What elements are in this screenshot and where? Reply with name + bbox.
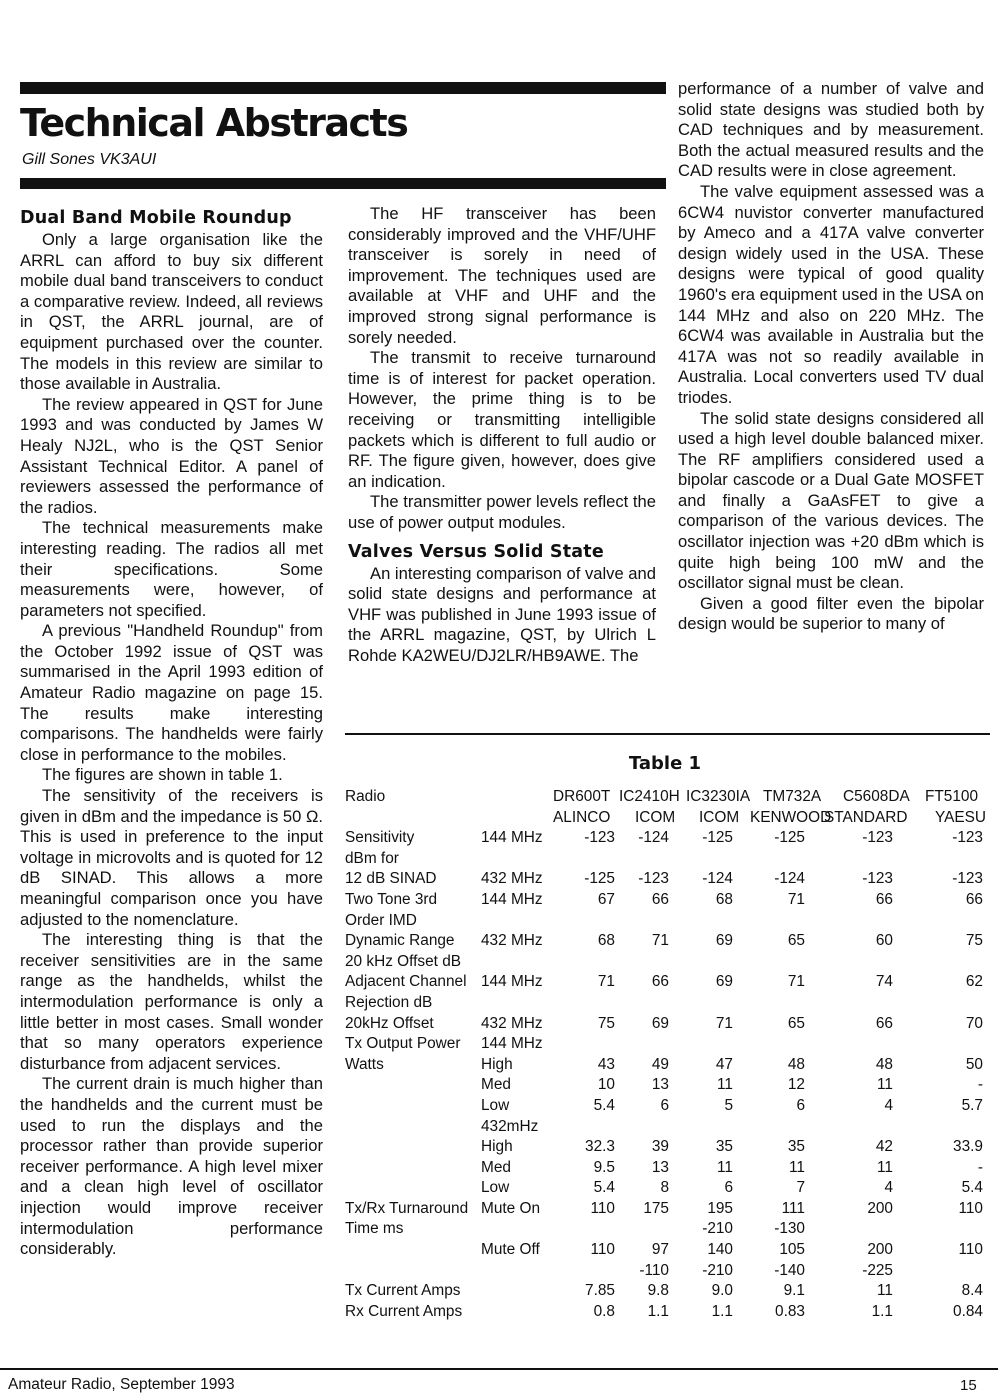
model-name: IC3230IA: [686, 788, 751, 805]
paragraph: The HF transceiver has been considerably improved and the VHF/UHF transceiver is sorely in need of improvement. The techniques used are available at VHF and UHF and the improved strong signal performance is sorely needed.: [348, 204, 656, 347]
table-cell: 71: [787, 973, 805, 991]
row-condition: 432 MHz: [481, 870, 543, 888]
table-cell: 68: [715, 890, 733, 908]
table-cell: -225: [862, 1261, 893, 1279]
table-row: [345, 828, 993, 849]
table-cell: -140: [774, 1261, 805, 1279]
table-cell: -124: [638, 829, 669, 847]
table-cell: -123: [862, 829, 893, 847]
table-cell: 13: [651, 1158, 669, 1176]
row-condition: Mute Off: [481, 1241, 540, 1259]
page-title: Technical Abstracts: [20, 101, 408, 145]
paragraph: The transmit to receive turnaround time is of interest for packet operation. However, the prime thing is to be receiving or transmitting intelligible packets which is different to full audio or RF. The figure given, however, does give an indication.: [348, 348, 656, 491]
table-cell: 5.7: [961, 1096, 983, 1114]
table-cell: 62: [965, 973, 983, 991]
paragraph: The valve equipment assessed was a 6CW4 nuvistor converter manufactured by Ameco and a 417A valve converter design widely used in the USA. These designs were typical of good quality 1960's era equipment used in the USA on 144 MHz and also on 220 MHz. The 6CW4 was available in Australia but the 417A was not so readily available in Australia. Local converters used TV dual triodes.: [678, 181, 984, 407]
table-cell: 69: [651, 1014, 669, 1032]
table-cell: 65: [787, 1014, 805, 1032]
section-heading-dual-band: Dual Band Mobile Roundup: [20, 208, 292, 228]
table-row: [345, 1055, 993, 1076]
model-maker: YAESU: [935, 808, 987, 826]
row-condition: 144 MHz: [481, 1035, 543, 1053]
paragraph: The figures are shown in table 1.: [42, 765, 283, 785]
table-cell: -125: [774, 829, 805, 847]
table-cell: 71: [715, 1014, 733, 1032]
table-cell: 1.1: [647, 1302, 669, 1320]
paragraph: The solid state designs considered all used a high level double balanced mixer. The RF amplifiers considered used a bipolar cascode or a Dual Gate MOSFET and finally a GaAsFET to give a comparison of the various devices. The oscillator injection was +20 dBm which is quite high being 100 mW and the oscillator signal must be clean.: [678, 408, 984, 593]
row-condition: 144 MHz: [481, 973, 543, 991]
title-rule-bottom: [20, 178, 666, 189]
table-row: [345, 1096, 993, 1117]
row-condition: High: [481, 1055, 513, 1073]
table-cell: 65: [787, 932, 805, 950]
table-cell: 66: [965, 890, 983, 908]
table-cell: 1.1: [871, 1302, 893, 1320]
row-label: Time ms: [345, 1220, 404, 1238]
table-cell: 71: [787, 890, 805, 908]
footer-rule: [0, 1368, 998, 1370]
table-cell: 110: [958, 1241, 983, 1259]
table-row: [345, 1261, 993, 1282]
table-cell: 9.1: [783, 1282, 805, 1300]
paragraph: An interesting comparison of valve and solid state designs and performance at VHF was published in June 1993 issue of the ARRL magazine, QST, by Ulrich L Rohde KA2WEU/DJ2LR/HB9AWE. The: [348, 563, 656, 665]
table-cell: 35: [715, 1138, 733, 1156]
paragraph: The review appeared in QST for June 1993 and was conducted by James W Healy NJ2L, who is the QST Senior Assistant Technical Editor. A panel of reviewers assessed the performance of the radios.: [20, 394, 323, 517]
table-cell: -210: [702, 1261, 733, 1279]
table-cell: 175: [643, 1199, 669, 1217]
table-cell: 6: [796, 1096, 805, 1114]
table-cell: -: [977, 1158, 983, 1176]
table-cell: 5.4: [593, 1179, 615, 1197]
table-cell: 7: [796, 1179, 805, 1197]
table-cell: -110: [639, 1261, 669, 1279]
table-cell: 200: [867, 1199, 893, 1217]
table-cell: 11: [717, 1158, 733, 1176]
table-cell: -130: [774, 1220, 805, 1238]
table-cell: 66: [651, 973, 669, 991]
table-cell: 110: [590, 1241, 615, 1259]
table-cell: 47: [715, 1055, 733, 1073]
article-column-2: [348, 204, 656, 666]
table-cell: -125: [702, 829, 733, 847]
table-cell: 200: [867, 1241, 893, 1259]
row-condition: Low: [481, 1096, 510, 1114]
paragraph-continued: performance of a number of valve and solid state designs was studied both by CAD techniques and by measurement. Both the actual measured results and the CAD results were in close agreement.: [678, 79, 984, 181]
paragraph: The interesting thing is that the receiver sensitivities are in the same range as the handhelds, whilst the intermodulation performance is only a little better in most cases. Small wonder that so many operators experience disturbance from adjacent services.: [20, 930, 323, 1073]
article-column-3: [678, 79, 984, 635]
title-rule-top: [20, 82, 666, 94]
model-maker: ICOM: [635, 808, 676, 826]
table-cell: 49: [651, 1055, 669, 1073]
model-name: FT5100: [925, 788, 979, 805]
table-cell: 69: [715, 973, 733, 991]
table-cell: -: [977, 1076, 983, 1094]
table-cell: 70: [965, 1014, 983, 1032]
table-cell: 75: [597, 1014, 615, 1032]
table-row: [345, 1199, 993, 1220]
table-cell: 7.85: [585, 1282, 615, 1300]
paragraph: Only a large organisation like the ARRL can afford to buy six different mobile dual band transceivers to conduct a comparative review. Indeed, all reviews in QST, the ARRL journal, are of equipment purchased over the counter. The models in this review are similar to those available in Australia.: [20, 230, 323, 394]
table-row: [345, 972, 993, 993]
row-label: Watts: [345, 1055, 384, 1073]
table-row: [345, 952, 993, 973]
model-name: TM732A: [763, 788, 822, 805]
table-row: [345, 1240, 993, 1261]
table-cell: 11: [789, 1158, 805, 1176]
table-cell: 140: [707, 1241, 733, 1259]
row-label: Tx Current Amps: [345, 1282, 461, 1300]
table-row: [345, 1034, 993, 1055]
table-cell: 10: [597, 1076, 615, 1094]
table-cell: -125: [584, 870, 615, 888]
table-cell: 11: [877, 1158, 893, 1176]
table-cell: 42: [875, 1138, 893, 1156]
table-cell: 5.4: [593, 1096, 615, 1114]
model-maker: ICOM: [699, 808, 740, 826]
row-condition: Mute On: [481, 1199, 541, 1217]
table-cell: 39: [651, 1138, 669, 1156]
table-header: [345, 787, 993, 828]
row-label: Two Tone 3rd: [345, 890, 438, 908]
table-cell: 4: [884, 1179, 893, 1197]
table-cell: -123: [952, 829, 983, 847]
row-condition: 432mHz: [481, 1117, 539, 1135]
table-row: [345, 1219, 993, 1240]
page-number: 15: [960, 1377, 977, 1394]
table-cell: 33.9: [953, 1138, 983, 1156]
table-row-label-header: Radio: [345, 788, 386, 805]
table-row: [345, 1302, 993, 1323]
paragraph: Given a good filter even the bipolar design would be superior to many of: [678, 593, 984, 634]
table-cell: 6: [660, 1096, 669, 1114]
article-column-1: [20, 206, 323, 1260]
table-cell: 0.83: [775, 1302, 805, 1320]
table-cell: 75: [965, 932, 983, 950]
table-row: [345, 1014, 993, 1035]
row-label: 20 kHz Offset dB: [345, 952, 462, 970]
table-cell: 97: [651, 1241, 669, 1259]
row-label: Order IMD: [345, 911, 417, 929]
paragraph: The sensitivity of the receivers is given in dBm and the impedance is 50 Ω. This is used in preference to the input voltage in microvolts and is quoted for 12 dB SINAD. This allows a more meaningful comparison once you have adjusted to the nomenclature.: [20, 786, 323, 929]
paragraph: The current drain is much higher than the handhelds and the current must be used to run the displays and the processor rather than provide superior receiver performance. A high level mixer and a clean high level of oscillator injection would improve receiver intermodulation performance considerably.: [20, 1074, 323, 1259]
table-cell: 74: [875, 973, 893, 991]
table-cell: 48: [787, 1055, 805, 1073]
row-condition: Low: [481, 1179, 510, 1197]
section-heading-valves: Valves Versus Solid State: [348, 541, 604, 562]
model-maker: KENWOOD: [750, 808, 832, 826]
row-label: Rejection dB: [345, 993, 433, 1011]
table-cell: 11: [877, 1282, 893, 1300]
row-condition: 432 MHz: [481, 1014, 543, 1032]
table-cell: -124: [774, 870, 805, 888]
table-body: [345, 828, 993, 1322]
table-cell: 66: [875, 1014, 893, 1032]
table-cell: 111: [781, 1199, 805, 1217]
row-condition: 144 MHz: [481, 890, 543, 908]
table-row: [345, 931, 993, 952]
row-label: dBm for: [345, 849, 399, 867]
table-cell: 69: [715, 932, 733, 950]
table-row: [345, 911, 993, 932]
table-cell: 43: [597, 1055, 615, 1073]
table-row: [345, 1178, 993, 1199]
table-cell: 11: [717, 1076, 733, 1094]
table-cell: 35: [787, 1138, 805, 1156]
table-cell: 71: [597, 973, 615, 991]
model-name: DR600T: [553, 788, 611, 805]
row-condition: 144 MHz: [481, 829, 543, 847]
paragraph: The transmitter power levels reflect the use of power output modules.: [348, 492, 656, 532]
table-cell: 67: [597, 890, 615, 908]
model-name: C5608DA: [843, 788, 910, 805]
table-title: Table 1: [628, 753, 702, 774]
table-cell: -124: [702, 870, 733, 888]
row-label: 12 dB SINAD: [345, 870, 437, 888]
table-cell: -123: [638, 870, 669, 888]
table-cell: 12: [787, 1076, 805, 1094]
row-label: Tx Output Power: [345, 1035, 461, 1053]
table-cell: 195: [707, 1199, 733, 1217]
data-table: [345, 787, 993, 1322]
table-cell: 110: [590, 1199, 615, 1217]
row-label: 20kHz Offset: [345, 1014, 434, 1032]
table-cell: 4: [884, 1096, 893, 1114]
table-cell: 6: [724, 1179, 733, 1197]
row-condition: Med: [481, 1158, 511, 1176]
table-row: [345, 1281, 993, 1302]
table-cell: 8.4: [961, 1282, 983, 1300]
paragraph: The technical measurements make interesting reading. The radios all met their specifications. Some measurements were, however, of parameters not specified.: [20, 518, 323, 620]
row-condition: 432 MHz: [481, 932, 543, 950]
table-cell: 110: [958, 1199, 983, 1217]
row-label: Dynamic Range: [345, 932, 455, 950]
table-cell: 0.8: [593, 1302, 615, 1320]
row-label: Tx/Rx Turnaround: [345, 1199, 469, 1217]
table-cell: 48: [875, 1055, 893, 1073]
table-cell: -123: [952, 870, 983, 888]
table-rule: [345, 733, 990, 735]
table-cell: 8: [660, 1179, 669, 1197]
table-cell: 0.84: [953, 1302, 983, 1320]
row-condition: High: [481, 1138, 513, 1156]
table-cell: 32.3: [585, 1138, 615, 1156]
table-cell: 9.5: [593, 1158, 615, 1176]
model-maker: STANDARD: [824, 808, 908, 826]
table-row: [345, 849, 993, 870]
table-row: [345, 1117, 993, 1138]
table-row: [345, 890, 993, 911]
table-row: [345, 993, 993, 1014]
table-row: [345, 1158, 993, 1179]
table-row: [345, 1137, 993, 1158]
table-cell: 11: [877, 1076, 893, 1094]
table-cell: 5: [724, 1096, 733, 1114]
table-cell: 13: [651, 1076, 669, 1094]
table-cell: -123: [584, 829, 615, 847]
row-label: Adjacent Channel: [345, 973, 467, 991]
table-cell: -210: [702, 1220, 733, 1238]
author-byline: Gill Sones VK3AUI: [22, 151, 157, 168]
table-cell: 68: [597, 932, 615, 950]
row-label: Rx Current Amps: [345, 1302, 463, 1320]
table-cell: 60: [875, 932, 893, 950]
footer-publication: Amateur Radio, September 1993: [8, 1376, 235, 1393]
table-cell: 9.0: [711, 1282, 733, 1300]
table-cell: 1.1: [711, 1302, 733, 1320]
row-condition: Med: [481, 1076, 511, 1094]
model-maker: ALINCO: [553, 808, 611, 826]
model-name: IC2410H: [619, 788, 680, 805]
paragraph: A previous "Handheld Roundup" from the October 1992 issue of QST was summarised in the April 1993 edition of Amateur Radio magazine on page 15. The results make interesting comparisons. The handhelds were fairly close in performance to the mobiles.: [20, 621, 323, 764]
table-cell: 50: [965, 1055, 983, 1073]
table-cell: 71: [651, 932, 669, 950]
table-cell: 5.4: [961, 1179, 983, 1197]
table-row: [345, 1075, 993, 1096]
table-cell: 66: [651, 890, 669, 908]
table-row: [345, 869, 993, 890]
table-cell: -123: [862, 870, 893, 888]
table-cell: 105: [779, 1241, 805, 1259]
table-cell: 9.8: [647, 1282, 669, 1300]
row-label: Sensitivity: [345, 829, 415, 847]
table-cell: 66: [875, 890, 893, 908]
